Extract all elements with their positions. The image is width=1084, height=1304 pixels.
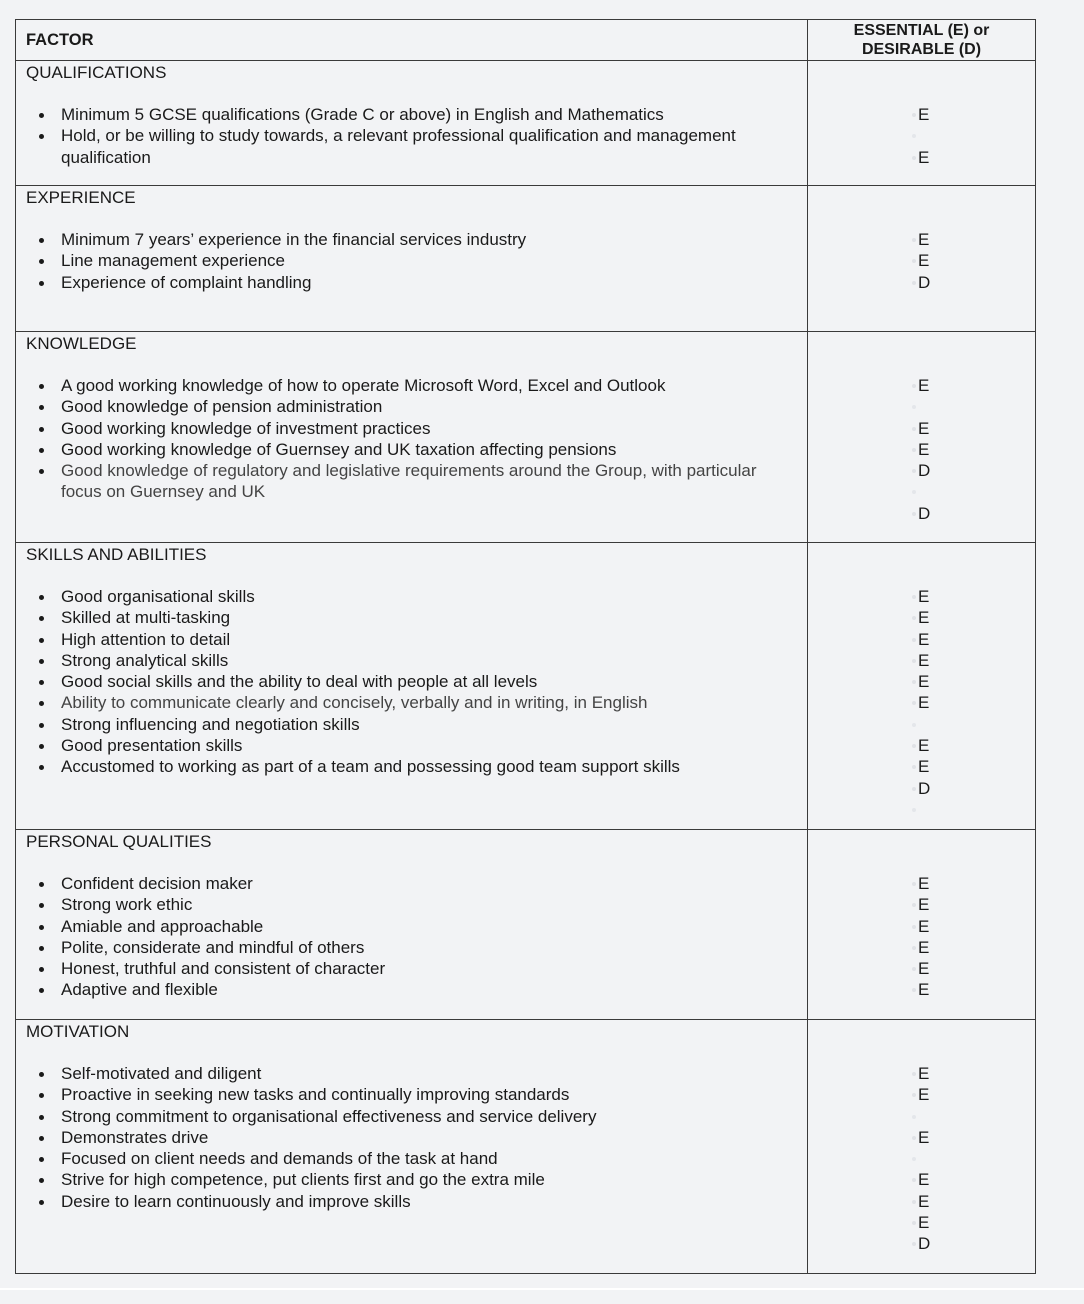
section-title: MOTIVATION bbox=[26, 1022, 130, 1041]
list-item: Line management experience bbox=[16, 250, 807, 271]
mark-value: E bbox=[808, 650, 1035, 671]
list-item: Skilled at multi-tasking bbox=[16, 607, 807, 628]
mark-value: E bbox=[808, 916, 1035, 937]
requirement-list bbox=[16, 83, 807, 168]
mark-value: D bbox=[808, 460, 1035, 481]
factor-cell bbox=[16, 1020, 808, 1274]
mark-value: E bbox=[808, 229, 1035, 250]
mark-value bbox=[808, 125, 1035, 146]
factor-header: FACTOR bbox=[16, 20, 808, 61]
list-item: Good knowledge of regulatory and legislative requirements around the Group, with particular focus on Guernsey and UK bbox=[16, 460, 807, 503]
list-item: Desire to learn continuously and improve skills bbox=[16, 1191, 807, 1212]
list-item: Adaptive and flexible bbox=[16, 979, 807, 1000]
list-item: Hold, or be willing to study towards, a relevant professional qualification and management qualification bbox=[16, 125, 807, 168]
mark-value: E bbox=[808, 1127, 1035, 1148]
mark-value: E bbox=[808, 250, 1035, 271]
list-item: Confident decision maker bbox=[16, 873, 807, 894]
list-item: Good working knowledge of investment practices bbox=[16, 418, 807, 439]
page-bottom-divider bbox=[0, 1288, 1084, 1290]
table-body bbox=[16, 61, 1036, 1274]
section-row-skills-and-abilities bbox=[16, 543, 1036, 830]
section-title: PERSONAL QUALITIES bbox=[26, 832, 212, 851]
section-row-qualifications bbox=[16, 61, 1036, 186]
list-item: Strive for high competence, put clients first and go the extra mile bbox=[16, 1169, 807, 1190]
mark-value: E bbox=[808, 1191, 1035, 1212]
list-item: Proactive in seeking new tasks and continually improving standards bbox=[16, 1084, 807, 1105]
list-item: Self-motivated and diligent bbox=[16, 1063, 807, 1084]
mark-value: D bbox=[808, 272, 1035, 293]
mark-value: E bbox=[808, 979, 1035, 1000]
marks-cell bbox=[808, 61, 1036, 186]
mark-value: E bbox=[808, 894, 1035, 915]
list-item: Demonstrates drive bbox=[16, 1127, 807, 1148]
requirement-list bbox=[16, 852, 807, 1001]
list-item: Strong influencing and negotiation skills bbox=[16, 714, 807, 735]
mark-value: D bbox=[808, 1233, 1035, 1254]
list-item: Minimum 5 GCSE qualifications (Grade C or above) in English and Mathematics bbox=[16, 104, 807, 125]
mark-value: E bbox=[808, 873, 1035, 894]
mark-value: E bbox=[808, 418, 1035, 439]
mark-value: E bbox=[808, 1063, 1035, 1084]
factor-cell bbox=[16, 186, 808, 332]
factor-cell bbox=[16, 61, 808, 186]
list-item: Good organisational skills bbox=[16, 586, 807, 607]
list-item: Experience of complaint handling bbox=[16, 272, 807, 293]
mark-value: D bbox=[808, 503, 1035, 524]
mark-value: E bbox=[808, 692, 1035, 713]
list-item: Good knowledge of pension administration bbox=[16, 396, 807, 417]
section-row-experience bbox=[16, 186, 1036, 332]
requirement-list bbox=[16, 208, 807, 293]
requirement-list bbox=[16, 565, 807, 778]
mark-value: E bbox=[808, 629, 1035, 650]
list-item: High attention to detail bbox=[16, 629, 807, 650]
mark-value: E bbox=[808, 375, 1035, 396]
mark-value: E bbox=[808, 607, 1035, 628]
mark-value bbox=[808, 714, 1035, 735]
list-item: Good working knowledge of Guernsey and UK taxation affecting pensions bbox=[16, 439, 807, 460]
section-title: QUALIFICATIONS bbox=[26, 63, 167, 82]
essential-desirable-header bbox=[808, 20, 1036, 61]
list-item: A good working knowledge of how to operate Microsoft Word, Excel and Outlook bbox=[16, 375, 807, 396]
list-item: Good presentation skills bbox=[16, 735, 807, 756]
mark-value: E bbox=[808, 1212, 1035, 1233]
list-item: Strong commitment to organisational effectiveness and service delivery bbox=[16, 1106, 807, 1127]
section-title: EXPERIENCE bbox=[26, 188, 136, 207]
factor-cell bbox=[16, 543, 808, 830]
section-title: KNOWLEDGE bbox=[26, 334, 137, 353]
mark-value: E bbox=[808, 937, 1035, 958]
mark-value: E bbox=[808, 104, 1035, 125]
mark-value: E bbox=[808, 958, 1035, 979]
header-row bbox=[16, 20, 1036, 61]
list-item: Minimum 7 years’ experience in the financial services industry bbox=[16, 229, 807, 250]
mark-value: D bbox=[808, 778, 1035, 799]
marks-cell bbox=[808, 830, 1036, 1020]
mark-value: E bbox=[808, 756, 1035, 777]
requirement-list bbox=[16, 1042, 807, 1212]
list-item: Honest, truthful and consistent of character bbox=[16, 958, 807, 979]
mark-value bbox=[808, 396, 1035, 417]
mark-value bbox=[808, 1106, 1035, 1127]
person-specification-table bbox=[15, 19, 1036, 1274]
list-item: Polite, considerate and mindful of others bbox=[16, 937, 807, 958]
mark-value: E bbox=[808, 671, 1035, 692]
marks-cell bbox=[808, 186, 1036, 332]
essential-header-line2: DESIRABLE (D) bbox=[861, 41, 982, 58]
section-row-personal-qualities bbox=[16, 830, 1036, 1020]
marks-cell bbox=[808, 543, 1036, 830]
factor-cell bbox=[16, 830, 808, 1020]
list-item: Strong analytical skills bbox=[16, 650, 807, 671]
section-title: SKILLS AND ABILITIES bbox=[26, 545, 207, 564]
section-row-knowledge bbox=[16, 332, 1036, 543]
essential-header-line1: ESSENTIAL (E) or bbox=[853, 22, 990, 39]
list-item: Good social skills and the ability to deal with people at all levels bbox=[16, 671, 807, 692]
list-item: Accustomed to working as part of a team and possessing good team support skills bbox=[16, 756, 807, 777]
list-item: Ability to communicate clearly and concisely, verbally and in writing, in English bbox=[16, 692, 807, 713]
mark-value: E bbox=[808, 439, 1035, 460]
mark-value bbox=[808, 481, 1035, 502]
requirement-list bbox=[16, 354, 807, 503]
mark-value: E bbox=[808, 1084, 1035, 1105]
factor-cell bbox=[16, 332, 808, 543]
list-item: Strong work ethic bbox=[16, 894, 807, 915]
mark-value: E bbox=[808, 1169, 1035, 1190]
mark-value bbox=[808, 799, 1035, 820]
marks-cell bbox=[808, 1020, 1036, 1274]
mark-value bbox=[808, 1148, 1035, 1169]
section-row-motivation bbox=[16, 1020, 1036, 1274]
mark-value: E bbox=[808, 147, 1035, 168]
list-item: Amiable and approachable bbox=[16, 916, 807, 937]
list-item: Focused on client needs and demands of the task at hand bbox=[16, 1148, 807, 1169]
marks-cell bbox=[808, 332, 1036, 543]
mark-value: E bbox=[808, 586, 1035, 607]
mark-value: E bbox=[808, 735, 1035, 756]
